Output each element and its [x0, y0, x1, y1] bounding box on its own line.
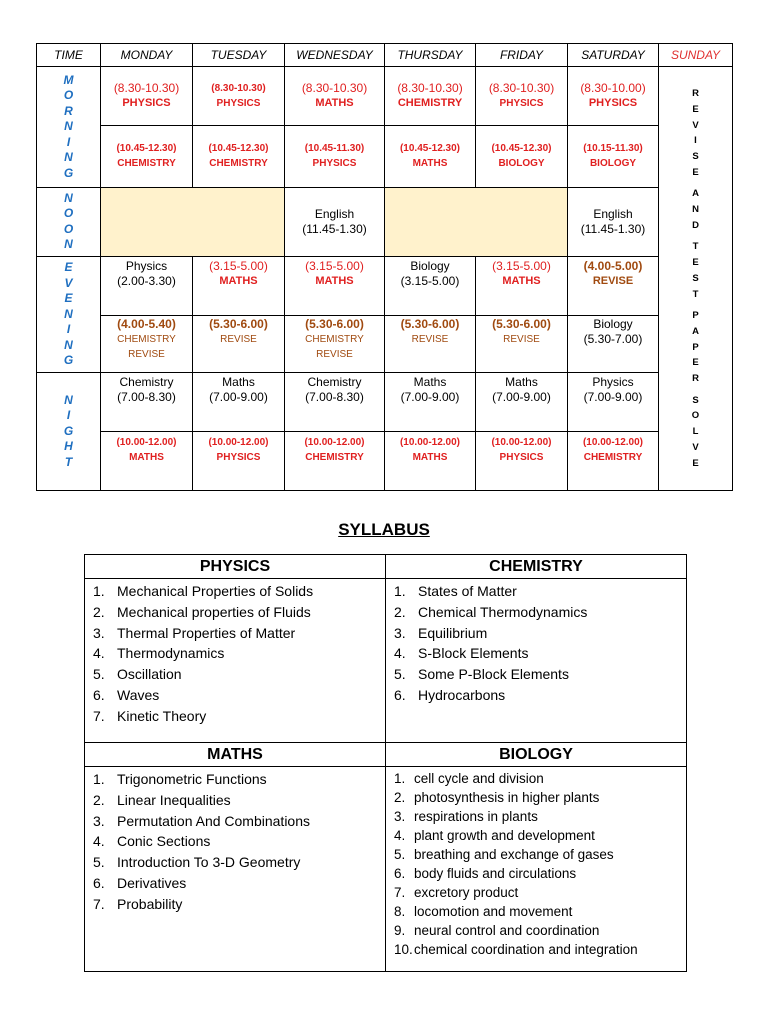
- label-letter: N: [64, 190, 73, 205]
- evening2-monday: (4.00-5.40) CHEMISTRY REVISE: [101, 315, 193, 372]
- morning2-tuesday: (10.45-12.30) CHEMISTRY: [193, 126, 285, 187]
- sunday-note-letter: T: [692, 288, 699, 300]
- chemistry-heading: CHEMISTRY: [386, 555, 687, 579]
- syllabus-topic: [394, 769, 686, 788]
- morning1-friday: (8.30-10.30) PHYSICS: [476, 67, 568, 126]
- label-letter: O: [63, 221, 74, 236]
- topic-text: Trigonometric Functions: [117, 771, 267, 787]
- topic-number: 3.: [394, 624, 406, 641]
- evening1-friday: (3.15-5.00) MATHS: [476, 256, 568, 315]
- night1-wednesday: Chemistry (7.00-8.30): [285, 372, 385, 431]
- evening2-friday: (5.30-6.00) REVISE: [476, 315, 568, 372]
- topic-text: Permutation And Combinations: [117, 812, 310, 829]
- label-letter: N: [64, 150, 73, 165]
- topic-text: breathing and exchange of gases: [414, 847, 614, 862]
- syllabus-topic: [394, 807, 686, 826]
- topic-text: Oscillation: [117, 666, 182, 683]
- syllabus-topic: [394, 864, 686, 883]
- evening-row-1: [37, 256, 733, 315]
- maths-list: [85, 767, 385, 915]
- header-wednesday: WEDNESDAY: [285, 44, 385, 67]
- syllabus-topic: [93, 790, 385, 811]
- topic-number: 5.: [93, 666, 105, 683]
- topic-text: Hydrocarbons: [418, 686, 506, 703]
- evening2-saturday: Biology (5.30-7.00): [568, 315, 659, 372]
- topic-number: 2.: [394, 790, 406, 805]
- topic-number: 5.: [394, 847, 406, 862]
- label-letter: R: [64, 103, 73, 118]
- syllabus-topic: [93, 706, 385, 727]
- sunday-note-letter: I: [694, 135, 697, 147]
- sunday-note-letter: E: [692, 103, 699, 115]
- sunday-note-letter: E: [692, 457, 699, 469]
- header-sunday: SUNDAY: [659, 44, 733, 67]
- topic-text: body fluids and circulations: [414, 866, 577, 881]
- topic-number: 5.: [394, 666, 406, 683]
- topic-number: 2.: [394, 603, 406, 620]
- label-letter: V: [64, 275, 73, 290]
- noon-row: [37, 187, 733, 256]
- morning1-thursday: (8.30-10.30) CHEMISTRY: [385, 67, 476, 126]
- header-tuesday: TUESDAY: [193, 44, 285, 67]
- night2-monday: (10.00-12.00) MATHS: [101, 431, 193, 490]
- topic-text: Linear Inequalities: [117, 791, 231, 808]
- topic-text: chemical coordination and integration: [414, 942, 638, 957]
- evening1-tuesday: (3.15-5.00) MATHS: [193, 256, 285, 315]
- topic-text: Chemical Thermodynamics: [418, 603, 588, 620]
- label-letter: N: [64, 119, 73, 134]
- maths-heading: MATHS: [85, 743, 386, 767]
- syllabus-topic: [93, 623, 385, 644]
- syllabus-topic: [394, 826, 686, 845]
- syllabus-topic: [394, 623, 686, 644]
- night2-tuesday: (10.00-12.00) PHYSICS: [193, 431, 285, 490]
- topic-text: Kinetic Theory: [117, 707, 207, 724]
- sunday-note-letter: P: [692, 310, 699, 322]
- sunday-revise-note: [659, 67, 733, 491]
- timetable-header-row: [37, 44, 733, 67]
- morning2-friday: (10.45-12.30) BIOLOGY: [476, 126, 568, 187]
- label-letter: E: [64, 291, 73, 306]
- timetable: [36, 43, 733, 491]
- syllabus-topic: [93, 831, 385, 852]
- syllabus-topic: [93, 852, 385, 873]
- topic-number: 6.: [394, 686, 406, 703]
- topic-text: Conic Sections: [117, 833, 211, 850]
- noon-saturday: English (11.45-1.30): [568, 187, 659, 256]
- sunday-note-letter: S: [692, 394, 699, 406]
- syllabus-topic: [93, 602, 385, 623]
- morning2-wednesday: (10.45-11.30) PHYSICS: [285, 126, 385, 187]
- label-letter: N: [64, 337, 73, 352]
- night1-friday: Maths (7.00-9.00): [476, 372, 568, 431]
- topic-text: Derivatives: [117, 874, 187, 891]
- syllabus-topic: [394, 921, 686, 940]
- header-friday: FRIDAY: [476, 44, 568, 67]
- sunday-note-letter: N: [692, 204, 699, 216]
- biology-topics: [386, 767, 687, 972]
- topic-number: 7.: [394, 885, 406, 900]
- syllabus-topic: [93, 894, 385, 915]
- sunday-note-letter: A: [692, 188, 699, 200]
- sunday-note-letter: R: [692, 373, 699, 385]
- morning1-monday: (8.30-10.30) PHYSICS: [101, 67, 193, 126]
- noon-wednesday: English (11.45-1.30): [285, 187, 385, 256]
- syllabus-topic: [93, 811, 385, 832]
- syllabus-topic: [394, 940, 686, 959]
- sunday-note-letter: S: [692, 150, 699, 162]
- syllabus-topic: [394, 902, 686, 921]
- topic-number: 3.: [394, 809, 406, 824]
- morning1-wednesday: (8.30-10.30) MATHS: [285, 67, 385, 126]
- chemistry-list: [386, 579, 686, 706]
- topic-text: respirations in plants: [414, 809, 538, 824]
- biology-list: [386, 767, 686, 959]
- topic-number: 8.: [394, 904, 406, 919]
- topic-text: neural control and coordination: [414, 923, 600, 938]
- noon-label: [37, 187, 101, 256]
- morning2-monday: (10.45-12.30) CHEMISTRY: [101, 126, 193, 187]
- label-letter: T: [64, 454, 73, 469]
- header-thursday: THURSDAY: [385, 44, 476, 67]
- label-letter: G: [63, 353, 74, 368]
- sunday-note-letter: R: [692, 88, 699, 100]
- syllabus-topic: [394, 845, 686, 864]
- syllabus-topic: [93, 643, 385, 664]
- sunday-note-letter: O: [691, 410, 700, 422]
- chemistry-topics: [386, 579, 687, 743]
- label-letter: I: [66, 408, 71, 423]
- label-letter: I: [66, 322, 71, 337]
- topic-number: 1.: [93, 583, 105, 599]
- syllabus-table: [84, 554, 687, 972]
- physics-topics: [85, 579, 386, 743]
- morning1-tuesday: (8.30-10.30) PHYSICS: [193, 67, 285, 126]
- morning1-saturday: (8.30-10.00) PHYSICS: [568, 67, 659, 126]
- topic-number: 6.: [93, 874, 105, 891]
- topic-text: photosynthesis in higher plants: [414, 790, 600, 805]
- syllabus-topic: [93, 873, 385, 894]
- header-time: TIME: [37, 44, 101, 67]
- topic-number: 1.: [394, 771, 406, 786]
- topic-number: 10.: [394, 942, 413, 957]
- topic-text: Mechanical properties of Fluids: [117, 603, 311, 620]
- evening-row-2: [37, 315, 733, 372]
- evening2-thursday: (5.30-6.00) REVISE: [385, 315, 476, 372]
- biology-heading: BIOLOGY: [386, 743, 687, 767]
- label-letter: E: [64, 260, 73, 275]
- syllabus-topic: [93, 581, 385, 602]
- header-monday: MONDAY: [101, 44, 193, 67]
- syllabus-topic: [394, 581, 686, 602]
- evening2-wednesday: (5.30-6.00) CHEMISTRY REVISE: [285, 315, 385, 372]
- topic-number: 7.: [93, 707, 105, 724]
- evening1-monday: Physics (2.00-3.30): [101, 256, 193, 315]
- evening2-tuesday: (5.30-6.00) REVISE: [193, 315, 285, 372]
- morning-row-1: [37, 67, 733, 126]
- label-letter: N: [64, 237, 73, 252]
- topic-text: Mechanical Properties of Solids: [117, 583, 314, 599]
- topic-text: S-Block Elements: [418, 645, 529, 662]
- topic-text: Some P-Block Elements: [418, 666, 569, 683]
- night2-wednesday: (10.00-12.00) CHEMISTRY: [285, 431, 385, 490]
- night1-thursday: Maths (7.00-9.00): [385, 372, 476, 431]
- sunday-note-letter: S: [692, 272, 699, 284]
- topic-text: excretory product: [414, 885, 519, 900]
- syllabus-topic: [93, 664, 385, 685]
- topic-text: States of Matter: [418, 583, 517, 599]
- night1-monday: Chemistry (7.00-8.30): [101, 372, 193, 431]
- syllabus-topic: [394, 602, 686, 623]
- sunday-note-letter: V: [692, 441, 699, 453]
- sunday-note-letter: E: [692, 357, 699, 369]
- topic-text: cell cycle and division: [414, 771, 544, 786]
- night-label: [37, 372, 101, 490]
- topic-number: 6.: [93, 686, 105, 703]
- morning-row-2: [37, 126, 733, 187]
- physics-list: [85, 579, 385, 727]
- sunday-note-letter: T: [692, 241, 699, 253]
- noon-empty-thu-fri: [385, 187, 568, 256]
- header-saturday: SATURDAY: [568, 44, 659, 67]
- syllabus-topic: [394, 664, 686, 685]
- topic-number: 1.: [394, 583, 406, 599]
- topic-text: Probability: [117, 895, 183, 912]
- evening1-thursday: Biology (3.15-5.00): [385, 256, 476, 315]
- sunday-note-letter: V: [692, 119, 699, 131]
- label-letter: O: [63, 206, 74, 221]
- syllabus-topic: [394, 643, 686, 664]
- topic-text: plant growth and development: [414, 828, 595, 843]
- label-letter: O: [63, 88, 74, 103]
- sunday-note-letter: P: [692, 341, 699, 353]
- topic-text: Equilibrium: [418, 624, 488, 641]
- physics-heading: PHYSICS: [85, 555, 386, 579]
- topic-number: 2.: [93, 791, 105, 808]
- maths-topics: [85, 767, 386, 972]
- topic-number: 4.: [93, 645, 105, 662]
- syllabus-topic: [93, 685, 385, 706]
- topic-number: 4.: [394, 828, 406, 843]
- night1-tuesday: Maths (7.00-9.00): [193, 372, 285, 431]
- morning2-thursday: (10.45-12.30) MATHS: [385, 126, 476, 187]
- night2-friday: (10.00-12.00) PHYSICS: [476, 431, 568, 490]
- evening1-wednesday: (3.15-5.00) MATHS: [285, 256, 385, 315]
- syllabus-topic: [394, 788, 686, 807]
- syllabus-topic: [394, 685, 686, 706]
- topic-number: 9.: [394, 923, 406, 938]
- label-letter: N: [64, 392, 73, 407]
- night-row-2: [37, 431, 733, 490]
- topic-number: 5.: [93, 854, 105, 871]
- topic-number: 6.: [394, 866, 406, 881]
- topic-number: 1.: [93, 771, 105, 787]
- label-letter: N: [64, 306, 73, 321]
- syllabus-topic: [394, 883, 686, 902]
- evening1-saturday: (4.00-5.00) REVISE: [568, 256, 659, 315]
- sunday-note-letter: L: [692, 426, 699, 438]
- topic-number: 4.: [93, 833, 105, 850]
- sunday-note-letter: A: [692, 325, 699, 337]
- topic-number: 3.: [93, 624, 105, 641]
- label-letter: H: [64, 439, 73, 454]
- night2-saturday: (10.00-12.00) CHEMISTRY: [568, 431, 659, 490]
- topic-text: Thermal Properties of Matter: [117, 624, 296, 641]
- syllabus-title: SYLLABUS: [338, 520, 430, 539]
- label-letter: M: [63, 72, 74, 87]
- topic-number: 3.: [93, 812, 105, 829]
- topic-text: locomotion and movement: [414, 904, 573, 919]
- label-letter: G: [63, 165, 74, 180]
- sunday-note-letter: E: [692, 257, 699, 269]
- syllabus-topic: [93, 769, 385, 790]
- topic-text: Thermodynamics: [117, 645, 225, 662]
- evening-label: [37, 256, 101, 372]
- sunday-note-letter: D: [692, 219, 699, 231]
- morning-label: [37, 67, 101, 187]
- label-letter: G: [63, 423, 74, 438]
- topic-text: Waves: [117, 686, 160, 703]
- topic-text: Introduction To 3-D Geometry: [117, 854, 301, 871]
- topic-number: 7.: [93, 895, 105, 912]
- night-row-1: [37, 372, 733, 431]
- sunday-note-letter: E: [692, 166, 699, 178]
- noon-empty-mon-tue: [101, 187, 285, 256]
- night1-saturday: Physics (7.00-9.00): [568, 372, 659, 431]
- morning2-saturday: (10.15-11.30) BIOLOGY: [568, 126, 659, 187]
- topic-number: 4.: [394, 645, 406, 662]
- night2-thursday: (10.00-12.00) MATHS: [385, 431, 476, 490]
- label-letter: I: [66, 134, 71, 149]
- topic-number: 2.: [93, 603, 105, 620]
